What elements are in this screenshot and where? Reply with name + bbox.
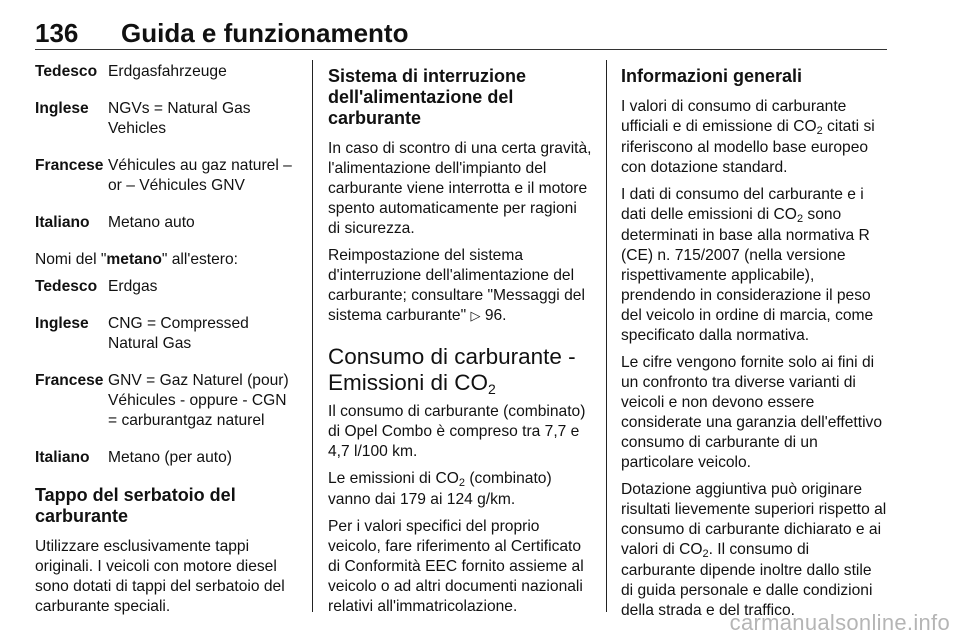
paragraph-text: Le emissioni di CO bbox=[328, 470, 459, 487]
term-definition: GNV = Gaz Naturel (pour) Véhicules - oppure - CGN = carburantgaz naturel bbox=[108, 372, 289, 429]
page-ref-arrow-icon: ▷ bbox=[470, 308, 481, 323]
column-divider-2 bbox=[606, 60, 607, 612]
term-definition: Erdgasfahrzeuge bbox=[108, 63, 227, 80]
term-definition: Metano auto bbox=[108, 214, 195, 231]
info-paragraph bbox=[621, 185, 887, 346]
header-rule bbox=[35, 49, 887, 50]
term-label: Inglese bbox=[35, 315, 89, 332]
certificate-paragraph: Per i valori specifici del proprio veicolo, fare riferimento al Certificato di Conformità EEC fornito assieme al veicolo o ad altri documenti nazionali relativi all'immatricolazione. bbox=[328, 518, 584, 615]
term-label: Francese bbox=[35, 372, 104, 389]
running-title: Guida e funzionamento bbox=[121, 18, 409, 48]
page-ref: 96. bbox=[480, 307, 507, 324]
section-heading-fuel-cutoff: Sistema di interruzione dell'alimentazione del carburante bbox=[328, 66, 527, 128]
term-row bbox=[35, 62, 297, 82]
info-paragraph bbox=[621, 480, 887, 621]
page-number: 136 bbox=[35, 18, 79, 48]
subscript: 2 bbox=[796, 213, 804, 225]
term-label: Italiano bbox=[35, 214, 90, 231]
subscript: 2 bbox=[816, 125, 823, 137]
subscript: 2 bbox=[458, 477, 465, 489]
term-row bbox=[35, 213, 297, 233]
paragraph-text: Dotazione aggiuntiva può originare risultati lievemente superiori rispetto al consumo di carburante dichiarato e ai valori di CO bbox=[621, 481, 887, 558]
term-definition: NGVs = Natural Gas Vehicles bbox=[108, 100, 251, 137]
names-abroad-note bbox=[35, 250, 297, 270]
term-definition: Metano (per auto) bbox=[108, 449, 232, 466]
term-label: Tedesco bbox=[35, 63, 98, 80]
paragraph-text: sono determinati in base alla normativa R (CE) n. 715/2007 (nella versione rispettivamente applicabile), prendendo in considerazione il peso del veicolo in ordine di marcia, come specificato dalla normativa. bbox=[621, 206, 874, 344]
paragraph-text: (combinato) vanno dai 179 ai 124 g/km. bbox=[328, 470, 552, 508]
paragraph-text: I dati di consumo del carburante e i dati delle emissioni di CO bbox=[621, 186, 864, 223]
cutoff-reset-paragraph bbox=[328, 246, 592, 326]
cutoff-paragraph: In caso di scontro di una certa gravità, l'alimentazione dell'impianto del carburante viene interrotta e il motore spento automaticamente per ragioni di sicurezza. bbox=[328, 140, 592, 237]
column-1 bbox=[35, 62, 297, 624]
term-label: Inglese bbox=[35, 100, 89, 117]
emissions-paragraph bbox=[328, 469, 592, 510]
subscript: 2 bbox=[702, 548, 709, 560]
term-definition: Véhicules au gaz naturel – or – Véhicules GNV bbox=[108, 157, 292, 194]
term-row bbox=[35, 99, 297, 139]
term-row bbox=[35, 371, 297, 431]
column-2 bbox=[328, 62, 592, 624]
term-row bbox=[35, 448, 297, 468]
info-paragraph: Le cifre vengono fornite solo ai fini di un confronto tra diverse varianti di veicoli e non devono essere considerate una garanzia dell'effettivo consumo di carburante di un particolare veicolo. bbox=[621, 354, 883, 471]
term-row bbox=[35, 314, 297, 354]
consumption-paragraph: Il consumo di carburante (combinato) di Opel Combo è compreso tra 7,7 e 4,7 l/100 km. bbox=[328, 403, 586, 460]
term-row bbox=[35, 156, 297, 196]
term-row bbox=[35, 277, 297, 297]
term-definition: Erdgas bbox=[108, 278, 158, 295]
section-heading-general-info: Informazioni generali bbox=[621, 66, 803, 86]
term-label: Tedesco bbox=[35, 278, 98, 295]
section-heading-fuel-cap: Tappo del serbatoio del carburante bbox=[35, 485, 236, 526]
paragraph-text: I valori di consumo di carburante ufficiali e di emissione di CO bbox=[621, 98, 847, 135]
paragraph-text: . Il consumo di carburante dipende inoltre dallo stile di guida personale e dalle condizioni della strada e del traffico. bbox=[621, 541, 873, 619]
column-3 bbox=[621, 62, 887, 628]
subscript: 2 bbox=[488, 381, 496, 397]
column-divider-1 bbox=[312, 60, 313, 612]
term-definition: CNG = Compressed Natural Gas bbox=[108, 315, 249, 352]
page-header bbox=[35, 18, 887, 52]
note-text: Nomi del " bbox=[35, 251, 107, 268]
note-bold-term: metano bbox=[106, 251, 162, 268]
section-heading-consumption bbox=[328, 344, 592, 398]
note-text: " all'estero: bbox=[161, 251, 238, 268]
info-paragraph bbox=[621, 97, 887, 178]
watermark: carmanualsonline.info bbox=[729, 610, 950, 635]
heading-text: Consumo di carburante - Emissioni di CO bbox=[328, 344, 576, 395]
term-label: Francese bbox=[35, 157, 104, 174]
paragraph-text: citati si riferiscono al modello base europeo con dotazione standard. bbox=[621, 118, 875, 176]
paragraph-text: Reimpostazione del sistema d'interruzione dell'alimentazione del carburante; consultare "Messaggi del sistema carburante" bbox=[328, 247, 585, 324]
term-label: Italiano bbox=[35, 449, 90, 466]
fuel-cap-text: Utilizzare esclusivamente tappi originali. I veicoli con motore diesel sono dotati di tappi del serbatoio del carburante speciali. bbox=[35, 538, 285, 615]
